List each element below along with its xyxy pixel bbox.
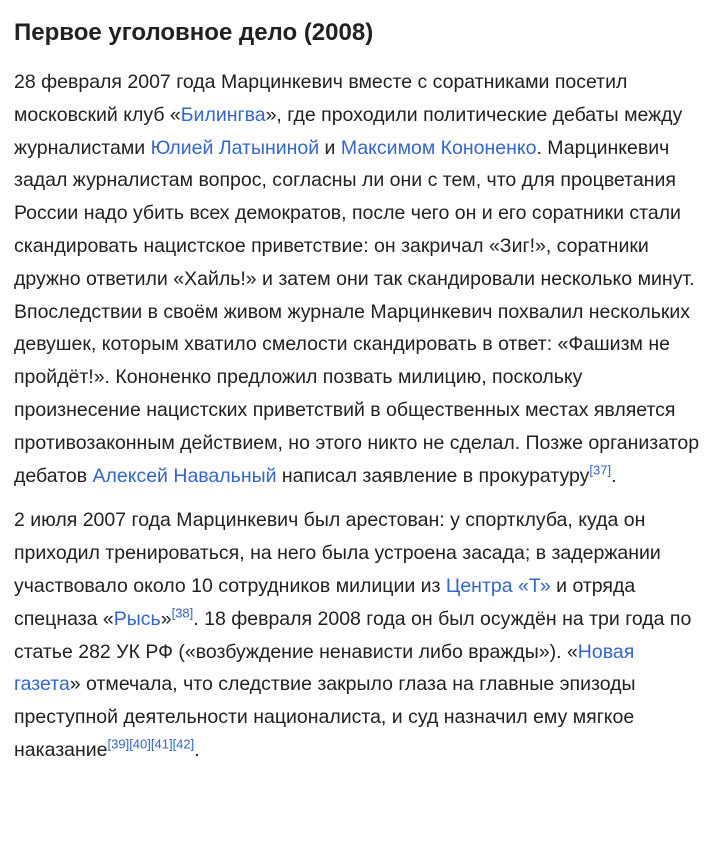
link-bilingva[interactable]: Билингва [180,103,266,126]
text: . 18 февраля 2008 года он был осуждён на три года по статье 282 УК РФ («возбуждение ненависти либо вражды»). « [14,607,692,663]
text: . [611,464,617,487]
text: » [160,607,172,630]
ref-link-37[interactable]: [37] [589,462,612,478]
ref-link-40[interactable]: [40] [129,736,151,752]
ref-link-38[interactable]: [38] [171,605,194,621]
text: », где проходили политические дебаты между журналистами [14,103,683,159]
paragraph-2 [14,504,705,766]
reference-38 [172,605,194,620]
ref-link-42[interactable]: [42] [172,736,195,752]
ref-link-39[interactable]: [39] [107,736,130,752]
paragraph-1 [14,66,705,492]
link-novaya-gazeta[interactable]: Новая газета [14,640,635,696]
link-navalny[interactable]: Алексей Навальный [92,464,277,487]
link-latynina[interactable]: Юлией Латыниной [150,136,320,159]
text: и отряда спецназа « [14,574,636,630]
text: . [194,738,200,761]
link-kononenko[interactable]: Максимом Кононенко [340,136,537,159]
reference-37 [589,462,611,477]
text: написал заявление в прокуратуру [276,464,590,487]
section-heading: Первое уголовное дело (2008) [14,19,374,46]
link-rys[interactable]: Рысь [113,607,161,630]
text: 28 февраля 2007 года Марцинкевич вместе с соратниками посетил московский клуб « [14,71,628,126]
ref-link-41[interactable]: [41] [150,736,173,752]
text: » отмечала, что следствие закрыло глаза на главные эпизоды преступной деятельности националиста, и суд назначил ему мягкое наказание [14,673,636,761]
text: . Марцинкевич задал журналистам вопрос, согласны ли они с тем, что для процветания России надо убить всех демократов, после чего он и его соратники стали скандировать нацистское приветствие: он закричал «Зиг!», соратники дружно ответили «Хайль!» и затем они так скандировали несколько минут. Впоследствии в своём живом журнале Марцинкевич похвалил нескольких девушек, которым хватило смелости скандировать в ответ: «Фашизм не пройдёт!». Кононенко предложил позвать милицию, поскольку произнесение нацистских приветствий в общественных местах является противозаконным действием, но этого никто не сделал. Позже организатор дебатов [14,136,700,487]
reference-39-42 [108,736,195,751]
text: 2 июля 2007 года Марцинкевич был арестован: у спортклуба, куда он приходил тренироваться, на него была устроена засада; в задержании участвовало около 10 сотрудников милиции из [14,509,661,597]
text: и [319,136,341,159]
link-center-t[interactable]: Центра «Т» [445,574,551,597]
